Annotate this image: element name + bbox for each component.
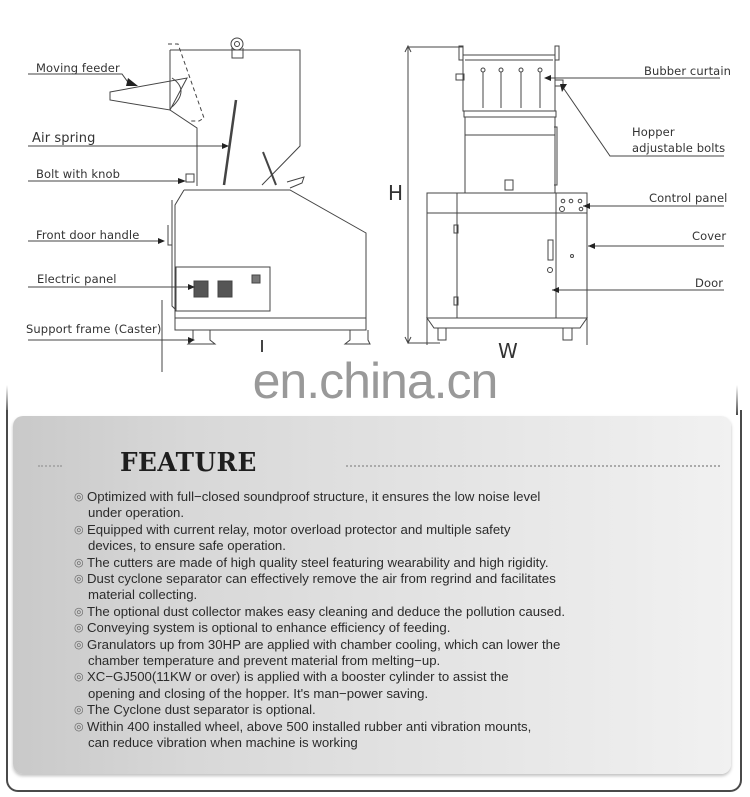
label-cover: Cover [692, 229, 727, 243]
bullet-icon: ◎ [74, 523, 84, 536]
bullet-icon: ◎ [74, 491, 84, 503]
dimension-h-label: H [388, 181, 404, 205]
bullet-icon: ◎ [74, 720, 84, 733]
label-bubber-curtain: Bubber curtain [644, 64, 732, 78]
feature-item: ◎ Equipped with current relay, motor overload protector and multiple safety devices, to ensure safe operation. [74, 521, 511, 554]
feature-item: ◎ Conveying system is optional to enhance efficiency of feeding. [74, 620, 451, 636]
feature-item: ◎ XC−GJ500(11KW or over) is applied with a booster cylinder to assist the opening and closing of the hopper. It's man−power saving. [74, 669, 509, 701]
feature-list [74, 489, 714, 752]
label-hopper: Hopper [632, 125, 675, 139]
bullet-icon: ◎ [74, 704, 84, 717]
feature-item: ◎ The optional dust collector makes easy cleaning and deduce the pollution caused. [74, 603, 565, 619]
feature-item: ◎ Optimized with full−closed soundproof structure, it ensures the low noise level under operation. [74, 489, 541, 521]
label-front-door-handle: Front door handle [36, 228, 140, 242]
label-electric-panel: Electric panel [37, 272, 117, 286]
label-bolt-with-knob: Bolt with knob [36, 167, 121, 181]
divider-dots-right [346, 465, 720, 467]
bullet-icon: ◎ [74, 573, 84, 586]
bullet-icon: ◎ [74, 622, 84, 635]
divider-dots-left [38, 465, 62, 467]
bullet-icon: ◎ [74, 638, 84, 651]
svg-text:W: W [498, 339, 518, 363]
label-moving-feeder: Moving feeder [36, 61, 120, 75]
label-air-spring: Air spring [32, 131, 96, 146]
watermark: en.china.cn [252, 353, 498, 409]
bullet-icon: ◎ [74, 671, 84, 684]
feature-item: ◎ Granulators up from 30HP are applied with chamber cooling, which can lower the chamber temperature and prevent material from melting−up. [74, 636, 561, 669]
bullet-icon: ◎ [74, 605, 84, 618]
label-support-frame: Support frame (Caster) [26, 322, 162, 336]
feature-item: ◎ Dust cyclone separator can effectively remove the air from regrind and facilitates material collecting. [74, 571, 556, 603]
bullet-icon: ◎ [74, 556, 84, 569]
technical-drawing [0, 0, 750, 380]
feature-title: FEATURE [120, 448, 257, 478]
label-control-panel: Control panel [649, 191, 728, 205]
feature-item: ◎ The cutters are made of high quality steel featuring wearability and high rigidity. [74, 554, 549, 570]
feature-item: ◎ Within 400 installed wheel, above 500 installed rubber anti vibration mounts, can reduce vibration when machine is working [74, 718, 532, 751]
label-door: Door [695, 276, 724, 290]
label-adjustable-bolts: adjustable bolts [632, 141, 726, 155]
feature-item: ◎ The Cyclone dust separator is optional. [74, 702, 316, 718]
